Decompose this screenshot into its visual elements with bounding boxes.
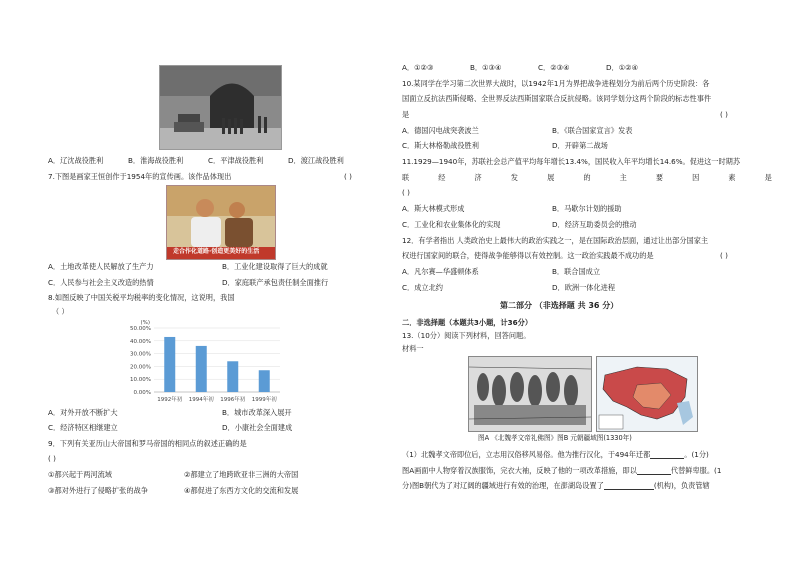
q7-option-c[interactable]: C．人民参与社会主义改造的热情 [48,278,154,287]
q6-option-d[interactable]: D．渡江战役胜利 [288,156,344,165]
q12-answer-paren: ( ) [720,251,728,260]
figure-caption: 图A 《北魏孝文帝礼佛图》图B 元朝疆域图(1330年) [478,434,632,442]
q13-sub1-line1 [402,450,709,459]
q6-options [48,156,368,165]
q12-options-row1 [402,267,702,276]
q8-option-d[interactable]: D．小康社会全面建成 [222,423,293,432]
q9-answer-paren: ( ) [48,454,56,463]
q8-option-a[interactable]: A．对外开放不断扩大 [48,408,118,417]
q9-item-4: ④都促进了东西方文化的交流和发展 [184,486,299,495]
chart-ylabel: (%) [140,320,150,326]
institution-blank[interactable] [604,482,654,490]
chart-bar [164,337,175,392]
q8-options-row2 [48,423,372,432]
part2-title: 第二部分 （非选择题 共 36 分） [500,301,619,310]
city-gate-photo-drawing [160,66,281,149]
q11-char: 济 [474,173,482,182]
q10-answer-paren: ( ) [720,110,728,119]
q13-sub1-line1-end: 。(1分) [684,450,709,459]
chart-ytick-label: 40.00% [130,338,151,345]
q12-line1: 12．有学者指出 人类政治史上最伟大的政治实践之一，是在国际政治层面，通过让出部分国家主 [402,236,709,245]
q6-option-a[interactable]: A．辽沈战役胜利 [48,156,104,165]
q13-sub1-line1-text: （1）北魏孝文帝即位后，立志用汉俗移风易俗。他为推行汉化，于494年迁都 [402,450,651,459]
q11-option-a[interactable]: A．斯大林模式形成 [402,204,465,213]
q8-option-b[interactable]: B．城市改革深入展开 [222,408,292,417]
q12-line2: 权进行国家间的联合，使得战争能够得以有效控制。这一政治实践最不成功的是 [402,251,654,260]
q10-options-row2 [402,141,702,150]
figure-b-yuan-map [596,356,698,432]
material-one-label: 材料一 [402,344,424,353]
propaganda-poster [166,185,276,260]
tariff-bar-chart [120,318,286,408]
figure-a-drawing [469,357,591,431]
part2-heading: 二．非选择题（本题共3小题，计36分） [402,318,533,327]
q13-sub1-line3-text: 分)图B朝代为了对辽阔的疆域进行有效的治理，在澎湖岛设置了 [402,481,604,490]
chart-xtick-label: 1992年初 [157,397,183,403]
q11-char: 主 [619,173,627,182]
q10-line1: 10.某同学在学习第二次世界大战时，以1942年1月为界把战争进程划分为前后两个历史阶段：各 [402,79,710,88]
chart-xtick-label: 1994年初 [188,397,214,403]
q7-option-a[interactable]: A．土地改革使人民解放了生产力 [48,262,154,271]
q7-option-d[interactable]: D．家庭联产承包责任制全面推行 [222,278,329,287]
chart-ytick-label: 50.00% [130,326,151,332]
poster-caption: 走合作化道路·创造更美好的生活 [173,248,260,255]
figure-b-drawing [597,357,697,431]
q9-item-1: ①都兴起于两河流域 [48,470,112,479]
capital-blank[interactable] [650,451,684,459]
q11-options-row2 [402,220,702,229]
q12-option-c[interactable]: C．成立北约 [402,283,443,292]
figure-a-painting [468,356,592,432]
q13-sub1-line3-end: (机构)，负责管辖 [653,481,710,490]
q7-options-row2 [48,278,372,287]
q8-options-row1 [48,408,372,417]
q13-sub1-line3 [402,481,710,490]
chart-bar [227,361,238,392]
city-gate-photo [159,65,282,150]
q9-options [402,63,674,72]
chart-xtick-label: 1999年初 [251,397,277,403]
q11-char: 展 [547,173,555,182]
q6-option-c[interactable]: C．平津战役胜利 [208,156,264,165]
q9-option-b[interactable]: B．①③④ [470,63,502,72]
q12-options-row2 [402,283,702,292]
q13-sub1-line2-end: 代替鲜卑服。(1 [670,466,722,475]
clothing-blank[interactable] [637,467,671,475]
q11-options-row1 [402,204,702,213]
q11-char: 经 [438,173,446,182]
q13-stem: 13.（10分）阅读下列材料，回答问题。 [402,331,531,340]
q9-option-d[interactable]: D．①②④ [606,63,639,72]
q9-items-row2 [48,486,334,495]
q10-option-b[interactable]: B．《联合国家宣言》发表 [552,126,633,135]
q10-option-a[interactable]: A．德国闪电战突袭波兰 [402,126,479,135]
q11-option-c[interactable]: C．工业化和农业集体化的实现 [402,220,501,229]
q7-stem: 7.下图是画家王恒创作于1954年的宣传画。该作品体现出 [48,172,232,181]
q9-item-3: ③都对外进行了侵略扩张的战争 [48,486,148,495]
chart-bar [259,370,270,392]
q11-char: 是 [764,173,772,182]
q11-option-d[interactable]: D．经济互助委员会的推动 [552,220,637,229]
q12-option-b[interactable]: B．联合国成立 [552,267,601,276]
q8-answer-paren: （ ） [52,307,69,316]
q11-char: 的 [583,173,591,182]
q8-option-c[interactable]: C．经济特区相继建立 [48,423,118,432]
q12-option-d[interactable]: D．欧洲一体化进程 [552,283,616,292]
q11-line1: 11.1929—1940年，苏联社会总产值平均每年增长13.4%，国民收入年平均增长14.6%。促进这一时期苏 [402,157,741,166]
q11-answer-paren: ( ) [402,188,410,197]
q11-char: 因 [692,173,700,182]
chart-ytick-label: 10.00% [130,377,151,384]
chart-ytick-label: 20.00% [130,364,151,371]
q7-options-row1 [48,262,372,271]
q9-option-a[interactable]: A．①②③ [402,63,434,72]
q7-option-b[interactable]: B．工业化建设取得了巨大的成就 [222,262,328,271]
q9-option-c[interactable]: C．②③④ [538,63,570,72]
q11-char: 素 [728,173,736,182]
q10-line3: 是 [402,110,410,119]
q11-option-b[interactable]: B．马歇尔计划的援助 [552,204,622,213]
chart-bar [196,346,207,392]
q11-char: 要 [655,173,664,182]
q6-option-b[interactable]: B．淮海战役胜利 [128,156,184,165]
chart-ytick-label: 0.00% [133,390,151,396]
q9-stem: 9．下列有关亚历山大帝国和罗马帝国的相同点的叙述正确的是 [48,439,247,448]
q10-option-d[interactable]: D．开辟第二战场 [552,141,608,150]
q12-option-a[interactable]: A．凡尔赛—华盛顿体系 [402,267,479,276]
q9-items-row1 [48,470,334,479]
q11-char: 发 [510,173,518,182]
chart-ytick-label: 30.00% [130,351,151,358]
q8-stem: 8.如图反映了中国关税平均税率的变化情况，这说明，我国 [48,293,235,302]
q9-item-2: ②都建立了地跨欧亚非三洲的大帝国 [184,470,299,479]
q11-line2 [402,173,772,182]
q13-sub1-line2 [402,466,721,475]
chart-xtick-label: 1996年初 [220,397,246,403]
q11-char: 联 [402,173,410,182]
q10-line2: 国面立反抗法西斯侵略、全世界反法西斯国家联合反抗侵略。该同学划分这两个阶段的标志性事件 [402,94,712,103]
q13-sub1-line2-text: 图A画面中人物穿着汉族服饰，完衣大袖，反映了他的一项改革措施，即以 [402,466,637,475]
q10-options-row1 [402,126,702,135]
q7-answer-paren: ( ) [344,172,352,181]
q10-option-c[interactable]: C．斯大林格勒战役胜利 [402,141,479,150]
